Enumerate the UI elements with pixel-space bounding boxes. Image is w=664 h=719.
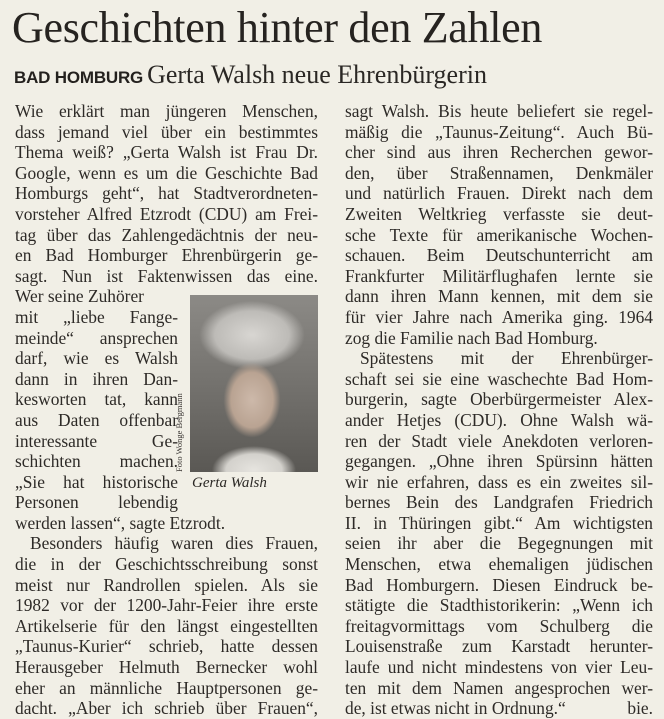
text-line: vorsteher Alfred Etzrodt (CDU) am Frei- [15, 203, 318, 224]
photo-figure [172, 295, 322, 495]
text-line: en Bad Homburger Ehrenbürgerin ge- [15, 245, 318, 266]
text-line: Menschen, etwa ehemaligen jüdischen [345, 554, 653, 575]
subtitle: Gerta Walsh neue Ehrenbürgerin [147, 60, 487, 89]
text-line: de, ist etwas nicht in Ordnung.“ [345, 698, 566, 719]
text-line: dann ihren Mann kennen, mit dem sie [345, 286, 653, 307]
text-line: schaft sei sie eine waschechte Bad Hom- [345, 368, 653, 389]
text-line: den, über Straßennamen, Denkmäler [345, 162, 653, 183]
photo-credit: Foto Wonge Bergmann [174, 393, 184, 472]
text-line: Wie erklärt man jüngeren Menschen, [15, 101, 318, 121]
headline: Geschichten hinter den Zahlen [12, 3, 543, 52]
text-line: Google, wenn es um die Geschichte Bad [15, 162, 318, 183]
text-line: Frankfurter Militärflughafen lernte sie [345, 265, 653, 286]
text-line: Personen lebendig [15, 492, 178, 513]
text-line: Homburgs geht“, hat Stadtverordneten- [15, 183, 318, 204]
photo-caption: Gerta Walsh [192, 475, 267, 491]
text-line: seien ihr aber die Begegnungen mit [345, 533, 653, 554]
text-line: ren der Stadt viele Anekdoten verloren- [345, 430, 653, 451]
text-line: Herausgeber Helmuth Bernecker wohl [15, 657, 318, 678]
text-line: wir nie erfahren, dass es ein zweites sil- [345, 471, 653, 492]
text-line: burgerin, sagte Oberbürgermeister Alex- [345, 389, 653, 410]
text-line: interessante Ge- [15, 430, 178, 451]
text-line: mit „liebe Fange- [15, 306, 178, 327]
text-line: dass jemand viel über ein bestimmtes [15, 121, 318, 142]
text-line: 1982 vor der 1200-Jahr-Feier ihre erste [15, 595, 318, 616]
text-line: ten mit dem Namen angesprochen wer- [345, 677, 653, 698]
text-line: laufe und nicht mindestens von vier Leu- [345, 657, 653, 678]
text-line: II. in Thüringen gibt.“ Am wichtigsten [345, 512, 653, 533]
text-line: sche Texte für amerikanische Wochen- [345, 224, 653, 245]
text-line: ander Hetjes (CDU). Ohne Walsh wä- [345, 409, 653, 430]
text-line: Louisenstraße zum Karstadt herunter- [345, 636, 653, 657]
text-line: darf, wie es Walsh [15, 348, 178, 369]
text-line: schauen. Beim Deutschunterricht am [345, 245, 653, 266]
text-line: bernes Bein des Landgrafen Friedrich [345, 492, 653, 513]
text-line: mäßig die „Taunus-Zeitung“. Auch Bü- [345, 121, 653, 142]
text-line: sagt Walsh. Bis heute beliefert sie regel- [345, 101, 653, 121]
text-line: Zweiten Weltkrieg verfasste sie deut- [345, 203, 653, 224]
text-line: „Sie hat historische [15, 471, 178, 492]
text-line: dann in ihren Dan- [15, 368, 178, 389]
text-line: Wer seine Zuhörer [15, 286, 144, 307]
text-line: werden lassen“, sagte Etzrodt. [15, 512, 226, 533]
text-line: schichten machen. [15, 451, 178, 472]
text-line: cher sind aus ihren Recherchen gewor- [345, 142, 653, 163]
text-line: Spätestens mit der Ehrenbürger- [360, 348, 653, 369]
text-line: für vier Jahre nach Amerika ging. 1964 [345, 306, 653, 327]
text-line: aus Daten offenbar [15, 409, 178, 430]
author-signature: bie. [627, 698, 653, 719]
text-line: dacht. „Aber ich schrieb über Frauen“, [15, 698, 318, 719]
text-line: zog die Familie nach Bad Homburg. [345, 327, 598, 348]
text-line: eher an männliche Hauptpersonen ge- [15, 677, 318, 698]
text-line: sagt. Nun ist Faktenwissen das eine. [15, 265, 318, 286]
text-line: meinde“ ansprechen [15, 327, 178, 348]
text-line: Besonders häufig waren dies Frauen, [30, 533, 318, 554]
text-line: freitagvormittags vom Schulberg die [345, 615, 653, 636]
text-line: kesworten tat, kann [15, 389, 178, 410]
location-kicker: BAD HOMBURG [14, 68, 144, 87]
subheadline [14, 60, 487, 90]
text-line: tag über das Zahlengedächtnis der neu- [15, 224, 318, 245]
text-line: Artikelserie für den längst eingestellten [15, 615, 318, 636]
portrait-photo [190, 295, 318, 472]
text-line: „Taunus-Kurier“ schrieb, hatte dessen [15, 636, 318, 657]
text-line: meist nur Randrollen spielen. Als sie [15, 574, 318, 595]
text-line: und natürlich Frauen. Direkt nach dem [345, 183, 653, 204]
text-line: Thema weiß? „Gerta Walsh ist Frau Dr. [15, 142, 318, 163]
text-line: die in der Geschichtsschreibung sonst [15, 554, 318, 575]
text-line: Bad Homburgern. Diesen Eindruck be- [345, 574, 653, 595]
text-line: stätigte die Stadthistorikerin: „Wenn ich [345, 595, 653, 616]
text-line: gegangen. „Ohne ihren Spürsinn hätten [345, 451, 653, 472]
article-column-right [345, 101, 653, 719]
